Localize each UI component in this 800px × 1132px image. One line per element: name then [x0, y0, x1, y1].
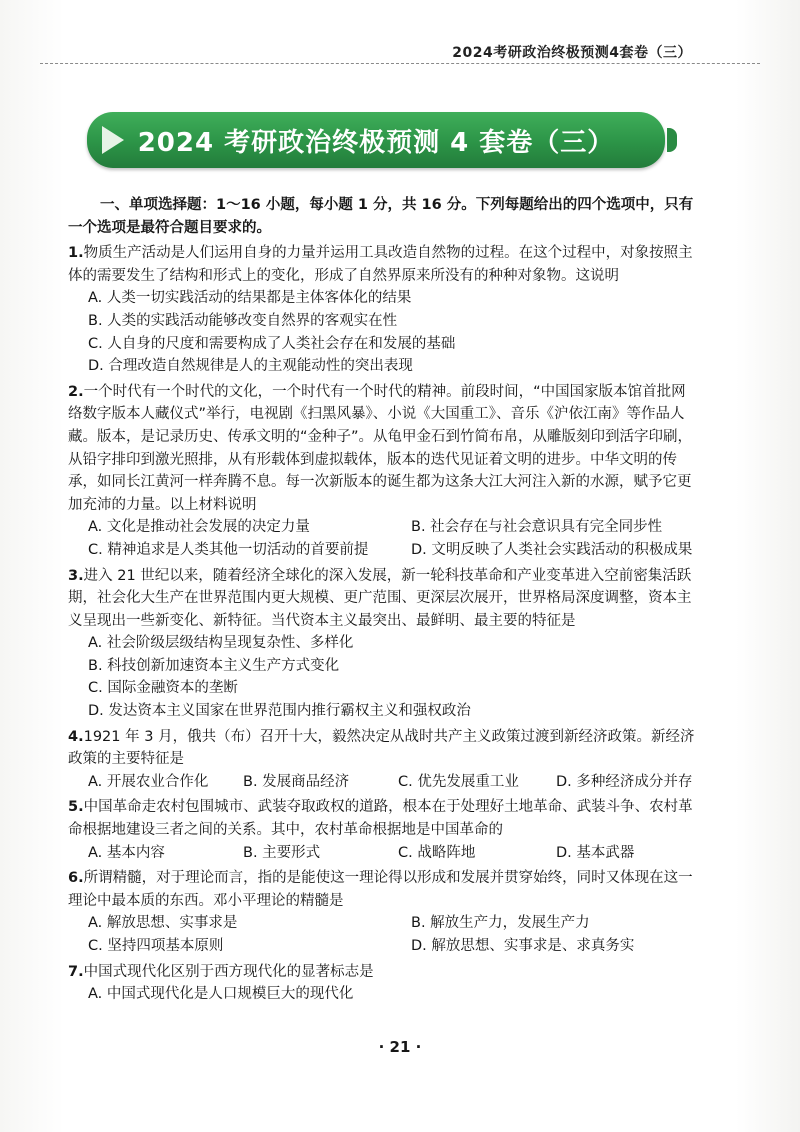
- option-a: A. 基本内容: [88, 844, 165, 861]
- option-c: C. 坚持四项基本原则: [88, 938, 224, 954]
- question-text: 一个时代有一个时代的文化，一个时代有一个时代的精神。前段时间，“中国国家版本馆首批网络数字版本人藏仪式”举行，电视剧《扫黑风暴》、小说《大国重工》、音乐《沪依江南》等作品人藏。版本，是记录历史、传承文明的“金种子”。从龟甲金石到竹简布帛，从雕版刻印到活字印刷，从铅字排印到激光照排，从有形载体到虚拟载体，版本的迭代见证着文明的进步。中华文明的传承，如同长江黄河一样奔腾不息。每一次新版本的诞生都为这条大江大河注入新的水源，赋予它更加充沛的力量。以上材料说明: [68, 383, 693, 513]
- question-1: [68, 242, 700, 378]
- question-stem: [68, 381, 700, 517]
- question-text: 物质生产活动是人们运用自身的力量并运用工具改造自然物的过程。在这个过程中，对象按照主体的需要发生了结构和形式上的变化，形成了自然界原来所没有的种种对象物。这说明: [68, 245, 693, 284]
- question-7: [68, 961, 700, 1006]
- question-number: 5.: [68, 799, 84, 816]
- question-6: [68, 867, 700, 957]
- option-b: B. 解放生产力，发展生产力: [411, 915, 590, 932]
- question-3: [68, 565, 700, 723]
- question-5: [68, 796, 700, 864]
- question-text: 所谓精髓，对于理论而言，指的是能使这一理论得以形成和发展并贯穿始终，同时又体现在这一理论中最本质的东西。邓小平理论的精髓是: [68, 870, 693, 909]
- option-b: B. 人类的实践活动能够改变自然界的客观实在性: [88, 312, 398, 329]
- question-stem: [68, 796, 700, 841]
- option-a: A. 中国式现代化是人口规模巨大的现代化: [88, 986, 354, 1003]
- option-b: B. 社会存在与社会意识具有完全同步性: [411, 519, 663, 536]
- question-text: 中国式现代化区别于西方现代化的显著标志是: [83, 963, 374, 980]
- option-d: D. 发达资本主义国家在世界范围内推行霸权主义和强权政治: [88, 703, 471, 720]
- option-a: A. 开展农业合作化: [88, 773, 209, 790]
- question-number: 4.: [68, 728, 84, 745]
- option-d: D. 基本武器: [556, 844, 635, 861]
- option-c: C. 优先发展重工业: [398, 773, 519, 790]
- option-d: D. 合理改造自然规律是人的主观能动性的突出表现: [88, 358, 413, 375]
- option-c: C. 战略阵地: [398, 844, 476, 861]
- option-a: A. 社会阶级层级结构呈现复杂性、多样化: [88, 635, 354, 652]
- question-4: [68, 726, 700, 794]
- option-b: B. 科技创新加速资本主义生产方式变化: [88, 657, 340, 674]
- question-list: [68, 242, 700, 1006]
- question-stem: [68, 961, 700, 984]
- option-d: D. 多种经济成分并存: [556, 773, 693, 790]
- question-number: 1.: [68, 245, 84, 262]
- question-number: 3.: [68, 567, 84, 584]
- question-number: 7.: [68, 963, 84, 980]
- option-c: C. 精神追求是人类其他一切活动的首要前提: [88, 541, 369, 558]
- question-number: 2.: [68, 383, 84, 400]
- option-a: A. 人类一切实践活动的结果都是主体客体化的结果: [88, 290, 412, 307]
- option-grid: [68, 516, 700, 561]
- option-b: B. 主要形式: [243, 844, 321, 861]
- question-text: 中国革命走农村包围城市、武装夺取政权的道路，根本在于处理好土地革命、武装斗争、农村革命根据地建设三者之间的关系。其中，农村革命根据地是中国革命的: [68, 799, 693, 839]
- question-stem: [68, 565, 700, 633]
- running-header: 2024考研政治终极预测4套卷（三）: [452, 45, 692, 61]
- option-grid: [68, 771, 700, 794]
- question-text: 进入 21 世纪以来，随着经济全球化的深入发展，新一轮科技革命和产业变革进入空前密集活跃期，社会化大生产在世界范围内更大规模、更广范围、更深层次展开，世界格局深度调整，资本主义呈现出一些新变化、新特征。当代资本主义最突出、最鲜明、最主要的特征是: [68, 567, 692, 629]
- option-b: B. 发展商品经济: [243, 773, 350, 790]
- paper-title: 2024 考研政治终极预测 4 套卷（三）: [137, 128, 615, 158]
- page-number: · 21 ·: [378, 1038, 422, 1056]
- option-c: C. 人自身的尺度和需要构成了人类社会存在和发展的基础: [88, 335, 456, 352]
- question-content: [68, 194, 700, 1006]
- title-banner: [87, 112, 665, 168]
- option-a: A. 解放思想、实事求是: [88, 915, 238, 932]
- question-number: 6.: [68, 870, 84, 887]
- question-stem: [68, 726, 700, 771]
- option-d: D. 解放思想、实事求是、求真务实: [411, 938, 635, 954]
- question-text: 1921 年 3 月，俄共（布）召开十大，毅然决定从战时共产主义政策过渡到新经济政策。新经济政策的主要特征是: [68, 728, 695, 768]
- section-heading: 一、单项选择题：1～16 小题，每小题 1 分，共 16 分。下列每题给出的四个选项中，只有一个选项是最符合题目要求的。: [68, 197, 694, 236]
- option-grid: [68, 912, 700, 957]
- option-grid: [68, 842, 700, 865]
- question-stem: [68, 867, 700, 912]
- banner-tab-decoration: [667, 128, 677, 152]
- option-a: A. 文化是推动社会发展的决定力量: [88, 519, 310, 536]
- header-divider: [40, 63, 760, 64]
- option-d: D. 文明反映了人类社会实践活动的积极成果: [411, 541, 693, 558]
- option-c: C. 国际金融资本的垄断: [88, 680, 238, 697]
- question-2: [68, 381, 700, 562]
- question-stem: [68, 242, 700, 287]
